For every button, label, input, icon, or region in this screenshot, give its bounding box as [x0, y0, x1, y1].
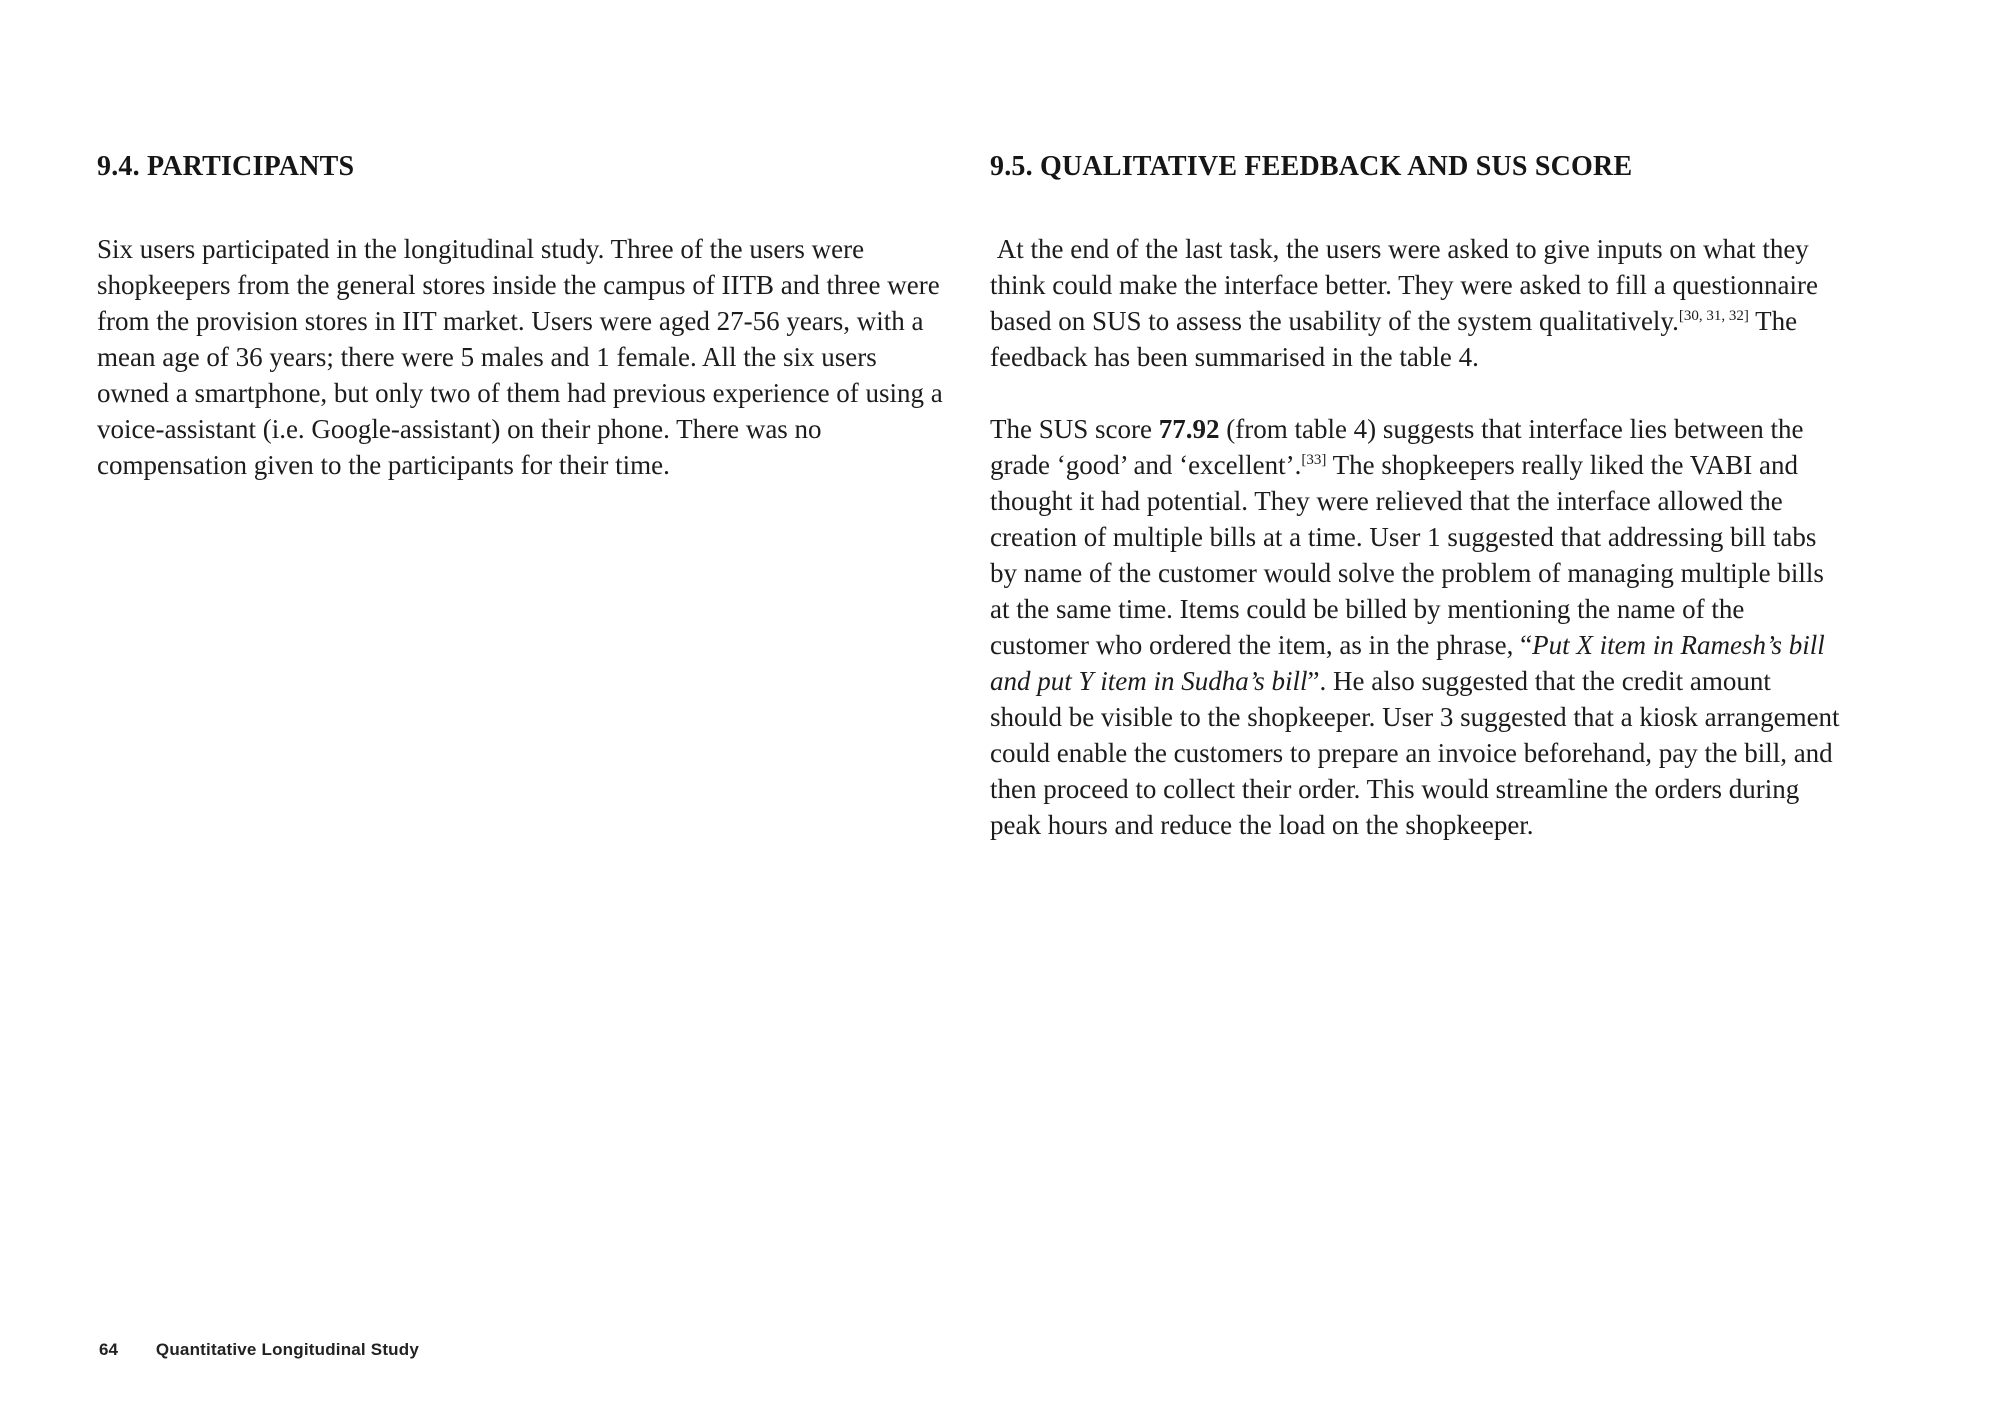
paragraph: [97, 231, 945, 483]
section-participants: [97, 149, 945, 483]
section-heading-participants: 9.4. PARTICIPANTS: [97, 151, 355, 182]
page-footer: [99, 1340, 419, 1360]
paragraph: [990, 231, 1840, 375]
section-heading-qualitative-feedback: 9.5. QUALITATIVE FEEDBACK AND SUS SCORE: [990, 151, 1633, 182]
text-run: At the end of the last task, the users were asked to give inputs on what they think could make the interface better. They were asked to fill a questionnaire based on SUS to assess the usability of the system qualitatively.: [990, 234, 1818, 336]
text-run-bold: 77.92: [1158, 414, 1220, 444]
text-run: ”. He also suggested that the credit amount should be visible to the shopkeeper. User 3 suggested that a kiosk arrangement could enable the customers to prepare an invoice beforehand, pay the bill, and then proceed to collect their order. This would streamline the orders during peak hours and reduce the load on the shopkeeper.: [990, 666, 1840, 840]
page-number: 64: [99, 1340, 118, 1359]
text-run-sup: [30, 31, 32]: [1678, 308, 1749, 324]
text-run: The SUS score: [990, 414, 1159, 444]
text-run: The feedback has been summarised in the table 4.: [990, 306, 1798, 372]
text-run: Six users participated in the longitudinal study. Three of the users were shopkeepers from the general stores inside the campus of IITB and three were from the provision stores in IIT market. Users were aged 27-56 years, with a mean age of 36 years; there were 5 males and 1 female. All the six users owned a smartphone, but only two of them had previous experience of using a voice-assistant (i.e. Google-assistant) on their phone. There was no compensation given to the participants for their time.: [97, 234, 943, 480]
text-run: The shopkeepers really liked the VABI and thought it had potential. They were relieved that the interface allowed the creation of multiple bills at a time. User 1 suggested that addressing bill tabs by name of the customer would solve the problem of managing multiple bills at the same time. Items could be billed by mentioning the name of the customer who ordered the item, as in the phrase, “: [990, 450, 1824, 660]
paragraph: [990, 411, 1840, 843]
section-qualitative-feedback: [990, 149, 1840, 843]
text-run-sup: [33]: [1301, 452, 1327, 468]
text-run: (from table 4) suggests that interface lies between the grade ‘good’ and ‘excellent’.: [990, 414, 1804, 480]
text-run-italic: Put X item in Ramesh’s bill and put Y item in Sudha’s bill: [990, 630, 1825, 696]
footer-section-title: Quantitative Longitudinal Study: [155, 1340, 420, 1359]
participants-paragraphs: [97, 231, 945, 483]
feedback-paragraphs: [990, 231, 1840, 843]
